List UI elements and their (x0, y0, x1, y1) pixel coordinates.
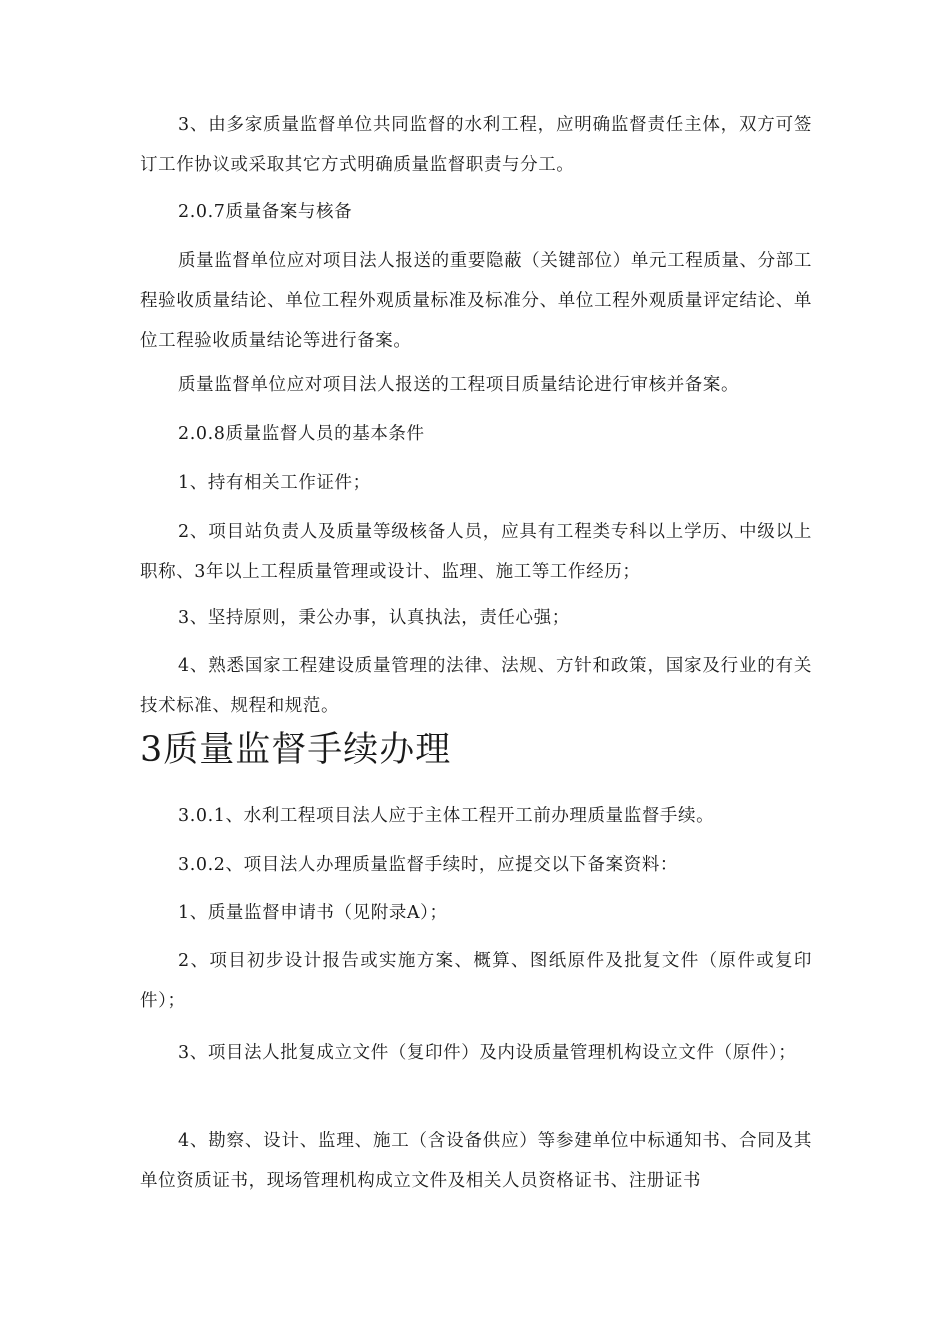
list-item-4: 4、熟悉国家工程建设质量管理的法律、法规、方针和政策，国家及行业的有关技术标准、规程和规范。 (140, 656, 812, 716)
section-2-0-8-title: 2.0.8质量监督人员的基本条件 (178, 424, 425, 444)
list-item-2: 2、项目站负责人及质量等级核备人员，应具有工程类专科以上学历、中级以上职称、3年以上工程质量管理或设计、监理、施工等工作经历； (140, 522, 812, 582)
list-item-3: 3、坚持原则，秉公办事，认真执法，责任心强； (178, 608, 570, 628)
section-3-0-1: 3.0.1、水利工程项目法人应于主体工程开工前办理质量监督手续。 (178, 806, 715, 826)
filing-item-4: 4、勘察、设计、监理、施工（含设备供应）等参建单位中标通知书、合同及其单位资质证书，现场管理机构成立文件及相关人员资格证书、注册证书 (140, 1131, 812, 1191)
paragraph-joint-supervision: 3、由多家质量监督单位共同监督的水利工程，应明确监督责任主体，双方可签订工作协议或采取其它方式明确质量监督职责与分工。 (140, 115, 812, 175)
paragraph-quality-review: 质量监督单位应对项目法人报送的工程项目质量结论进行审核并备案。 (178, 375, 740, 395)
list-item-1: 1、持有相关工作证件； (178, 473, 371, 493)
paragraph-quality-filing: 质量监督单位应对项目法人报送的重要隐蔽（关键部位）单元工程质量、分部工程验收质量结论、单位工程外观质量标准及标准分、单位工程外观质量评定结论、单位工程验收质量结论等进行备案。 (140, 251, 812, 351)
filing-item-1: 1、质量监督申请书（见附录A）； (178, 903, 448, 923)
filing-item-3: 3、项目法人批复成立文件（复印件）及内设质量管理机构设立文件（原件）； (178, 1043, 797, 1063)
section-2-0-7-title: 2.0.7质量备案与核备 (178, 202, 353, 222)
section-3-0-2: 3.0.2、项目法人办理质量监督手续时，应提交以下备案资料： (178, 855, 679, 875)
filing-item-2: 2、项目初步设计报告或实施方案、概算、图纸原件及批复文件（原件或复印件）； (140, 951, 812, 1011)
chapter-3-heading: 3质量监督手续办理 (140, 730, 452, 770)
